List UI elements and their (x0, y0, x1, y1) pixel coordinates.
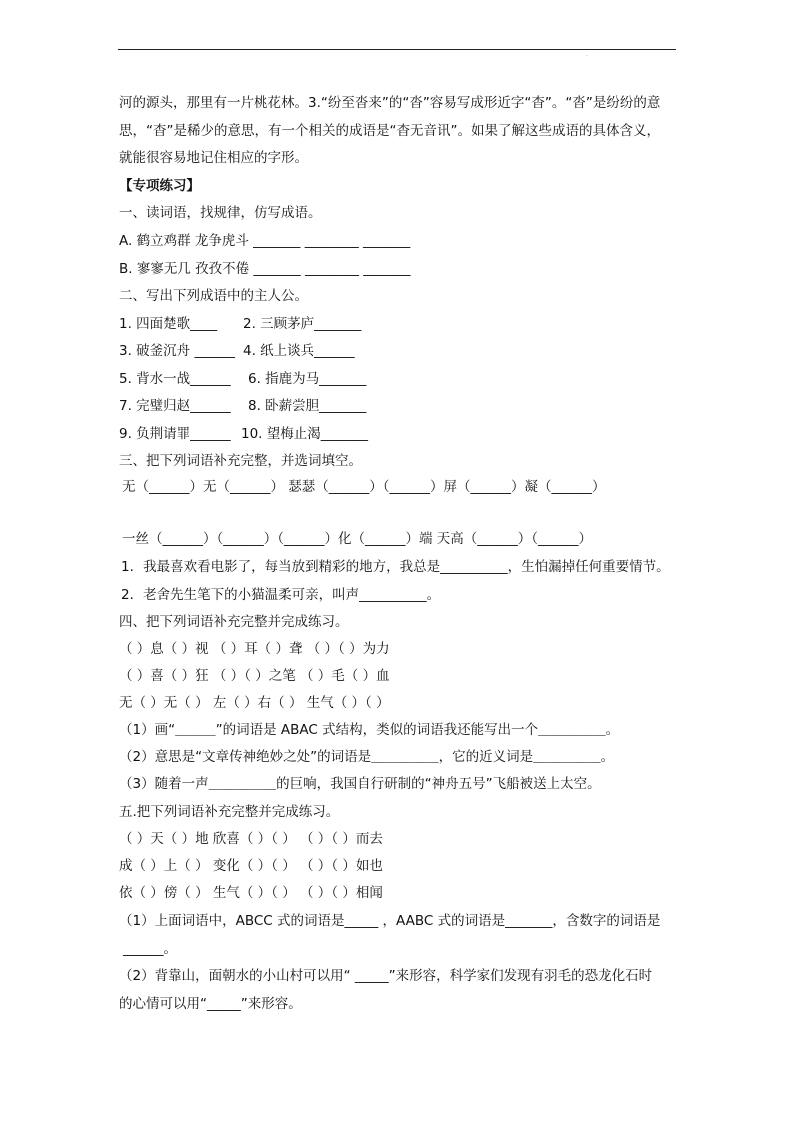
idiom-item: 2. 三顾茅庐_______ (243, 316, 362, 332)
intro-line-3: 就能很容易地记住相应的字形。 (119, 150, 308, 166)
section-4-question-3: （3）随着一声＿＿＿＿＿的巨响，我国自行研制的“神舟五号”飞船被送上太空。 (119, 776, 601, 792)
section-5-question-2: （2）背靠山，面朝水的小山村可以用“ _____”来形容，科学家们发现有羽毛的恐龙化石时 (119, 968, 653, 984)
idiom-item: 1. 四面楚歌____ (119, 316, 218, 332)
section-3-row-2: 一丝（______）（______）（______）化（______）端 天高（______）（______） (122, 531, 593, 547)
section-4-question-1: （1）画“＿＿＿”的词语是 ABAC 式结构，类似的词语我还能写出一个＿＿＿＿＿。 (119, 722, 620, 738)
idiom-item: 8. 卧薪尝胆_______ (248, 398, 367, 414)
section-3-question-2: 2．老舍先生笔下的小猫温柔可亲，叫声__________。 (121, 587, 441, 603)
idiom-item: 10. 望梅止渴_______ (241, 426, 369, 442)
intro-line-1: 河的源头，那里有一片桃花林。3.“纷至沓来”的“沓”容易写成形近字“杳”。“沓”是纷纷的意 (119, 95, 661, 111)
section-1-row-b: B. 寥寥无几 孜孜不倦 _______ ________ _______ (119, 261, 411, 277)
section-5-question-1: （1）上面词语中，ABCC 式的词语是_____ ，AABC 式的词语是_______，含数字的词语是 (119, 913, 661, 929)
header-rule (118, 49, 676, 50)
section-1-title: 一、读词语，找规律，仿写成语。 (119, 205, 322, 221)
section-4-row: 无（ ）无（ ） 左（ ）右（ ） 生气（ ）（ ） (119, 695, 390, 711)
section-2-title: 二、写出下列成语中的主人公。 (119, 288, 308, 304)
section-1-row-a: A. 鹤立鸡群 龙争虎斗 _______ ________ _______ (119, 233, 411, 249)
section-5-row: 成（ ）上（ ） 变化（ ）（ ） （ ）（ ）如也 (119, 858, 383, 874)
section-5-question-1-cont: ______。 (123, 941, 177, 957)
section-3-title: 三、把下列词语补充完整，并选词填空。 (119, 453, 362, 469)
idiom-item: 7. 完璧归赵______ (119, 398, 231, 414)
idiom-item: 3. 破釜沉舟 ______ (119, 343, 235, 359)
section-5-row: 依（ ）傍（ ） 生气（ ）（ ） （ ）（ ）相闻 (119, 885, 383, 901)
section-4-row: （ ）息（ ）视 （ ）耳（ ）聋 （ ）（ ）为力 (119, 641, 390, 657)
idiom-item: 9. 负荆请罪______ (119, 426, 231, 442)
idiom-item: 5. 背水一战______ (119, 371, 231, 387)
section-4-question-2: （2）意思是“文章传神绝妙之处”的词语是＿＿＿＿＿，它的近义词是＿＿＿＿＿。 (119, 749, 615, 765)
section-5-row: （ ）天（ ）地 欣喜（ ）（ ） （ ）（ ）而去 (119, 831, 383, 847)
section-4-title: 四、把下列词语补充完整并完成练习。 (119, 614, 349, 630)
section-5-question-2-cont: 的心情可以用“_____”来形容。 (119, 996, 302, 1012)
section-3-row-1: 无（______）无（______） 瑟瑟（______）（______）屏（______）凝（______） (122, 479, 606, 495)
section-3-question-1: 1．我最喜欢看电影了，每当放到精彩的地方，我总是__________，生怕漏掉任何重要情节。 (121, 559, 670, 575)
corner-mark: . (586, 51, 588, 58)
section-5-title: 五.把下列词语补充完整并完成练习。 (119, 804, 340, 820)
intro-line-2: 思，“杳”是稀少的意思，有一个相关的成语是“杳无音讯”。如果了解这些成语的具体含义， (119, 123, 660, 139)
exercise-heading: 【专项练习】 (119, 178, 200, 194)
idiom-item: 6. 指鹿为马_______ (248, 371, 367, 387)
section-4-row: （ ）喜（ ）狂 （ ）（ ）之笔 （ ）毛（ ）血 (119, 668, 390, 684)
idiom-item: 4. 纸上谈兵______ (243, 343, 355, 359)
